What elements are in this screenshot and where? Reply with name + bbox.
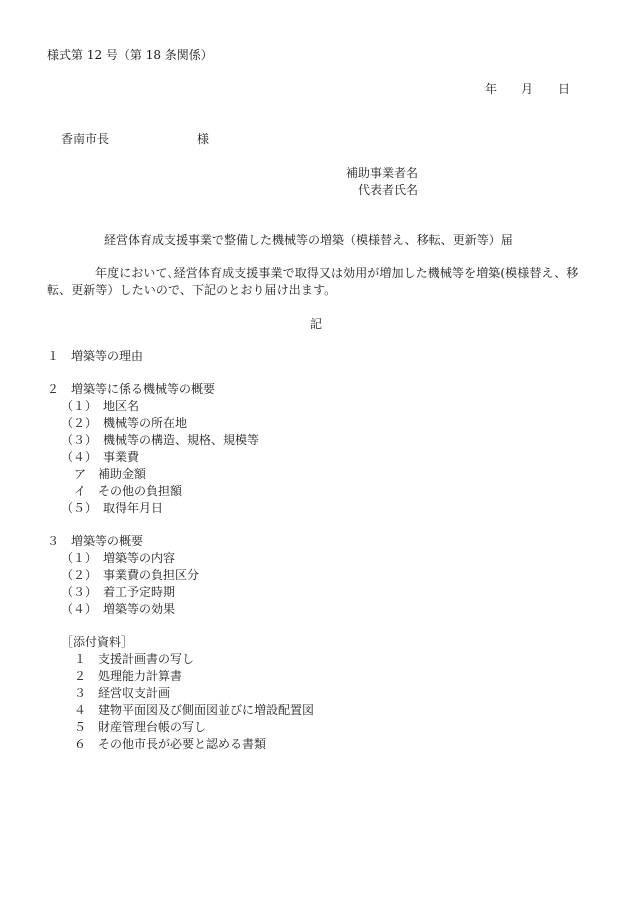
attachment-item: ５ 財産管理台帳の写し — [74, 720, 207, 734]
date-month-label: 月 — [521, 82, 534, 96]
section-2-item: （３） 機械等の構造、規格、規模等 — [61, 433, 260, 447]
section-2-item: （２） 機械等の所在地 — [61, 416, 188, 430]
section-2-subitem: ア 補助金額 — [74, 467, 147, 481]
business-name-label: 補助事業者名 — [346, 166, 419, 180]
section-3-item: （４） 増築等の効果 — [61, 602, 176, 616]
section-3-item: （３） 着工予定時期 — [61, 585, 176, 599]
ki-marker: 記 — [310, 317, 323, 331]
date-year-label: 年 — [485, 82, 498, 96]
section-2-item: （１） 地区名 — [61, 399, 140, 413]
attachment-item: ２ 処理能力計算書 — [74, 669, 183, 683]
section-2-item: （４） 事業費 — [61, 450, 140, 464]
section-2-heading: ２ 増築等に係る機械等の概要 — [47, 382, 216, 396]
document-title: 経営体育成支援事業で整備した機械等の増築（模様替え、移転、更新等）届 — [104, 233, 513, 247]
section-3-item: （１） 増築等の内容 — [61, 551, 176, 565]
body-paragraph: 年度において､経営体育成支援事業で取得又は効用が増加した機械等を増築(模様替え、移転、更新等）したいので、下記のとおり届け出ます。 — [47, 266, 579, 297]
date-day-label: 日 — [558, 82, 571, 96]
section-2-subitem: イ その他の負担額 — [74, 484, 183, 498]
section-1-heading: １ 増築等の理由 — [47, 349, 144, 363]
section-3-heading: ３ 増築等の概要 — [47, 534, 144, 548]
addressee-honorific: 様 — [197, 132, 210, 146]
attachment-item: ４ 建物平面図及び側面図並びに増設配置図 — [74, 703, 315, 717]
representative-name-label: 代表者氏名 — [358, 183, 419, 197]
addressee-name: 香南市長 — [61, 132, 110, 146]
section-2-item: （５） 取得年月日 — [61, 501, 164, 515]
form-number: 様式第 12 号（第 18 条関係） — [47, 48, 213, 62]
attachments-heading: ［添付資料］ — [61, 635, 134, 649]
attachment-item: ６ その他市長が必要と認める書類 — [74, 737, 267, 751]
section-3-item: （２） 事業費の負担区分 — [61, 568, 200, 582]
attachment-item: １ 支援計画書の写し — [74, 652, 195, 666]
attachment-item: ３ 経営収支計画 — [74, 686, 171, 700]
